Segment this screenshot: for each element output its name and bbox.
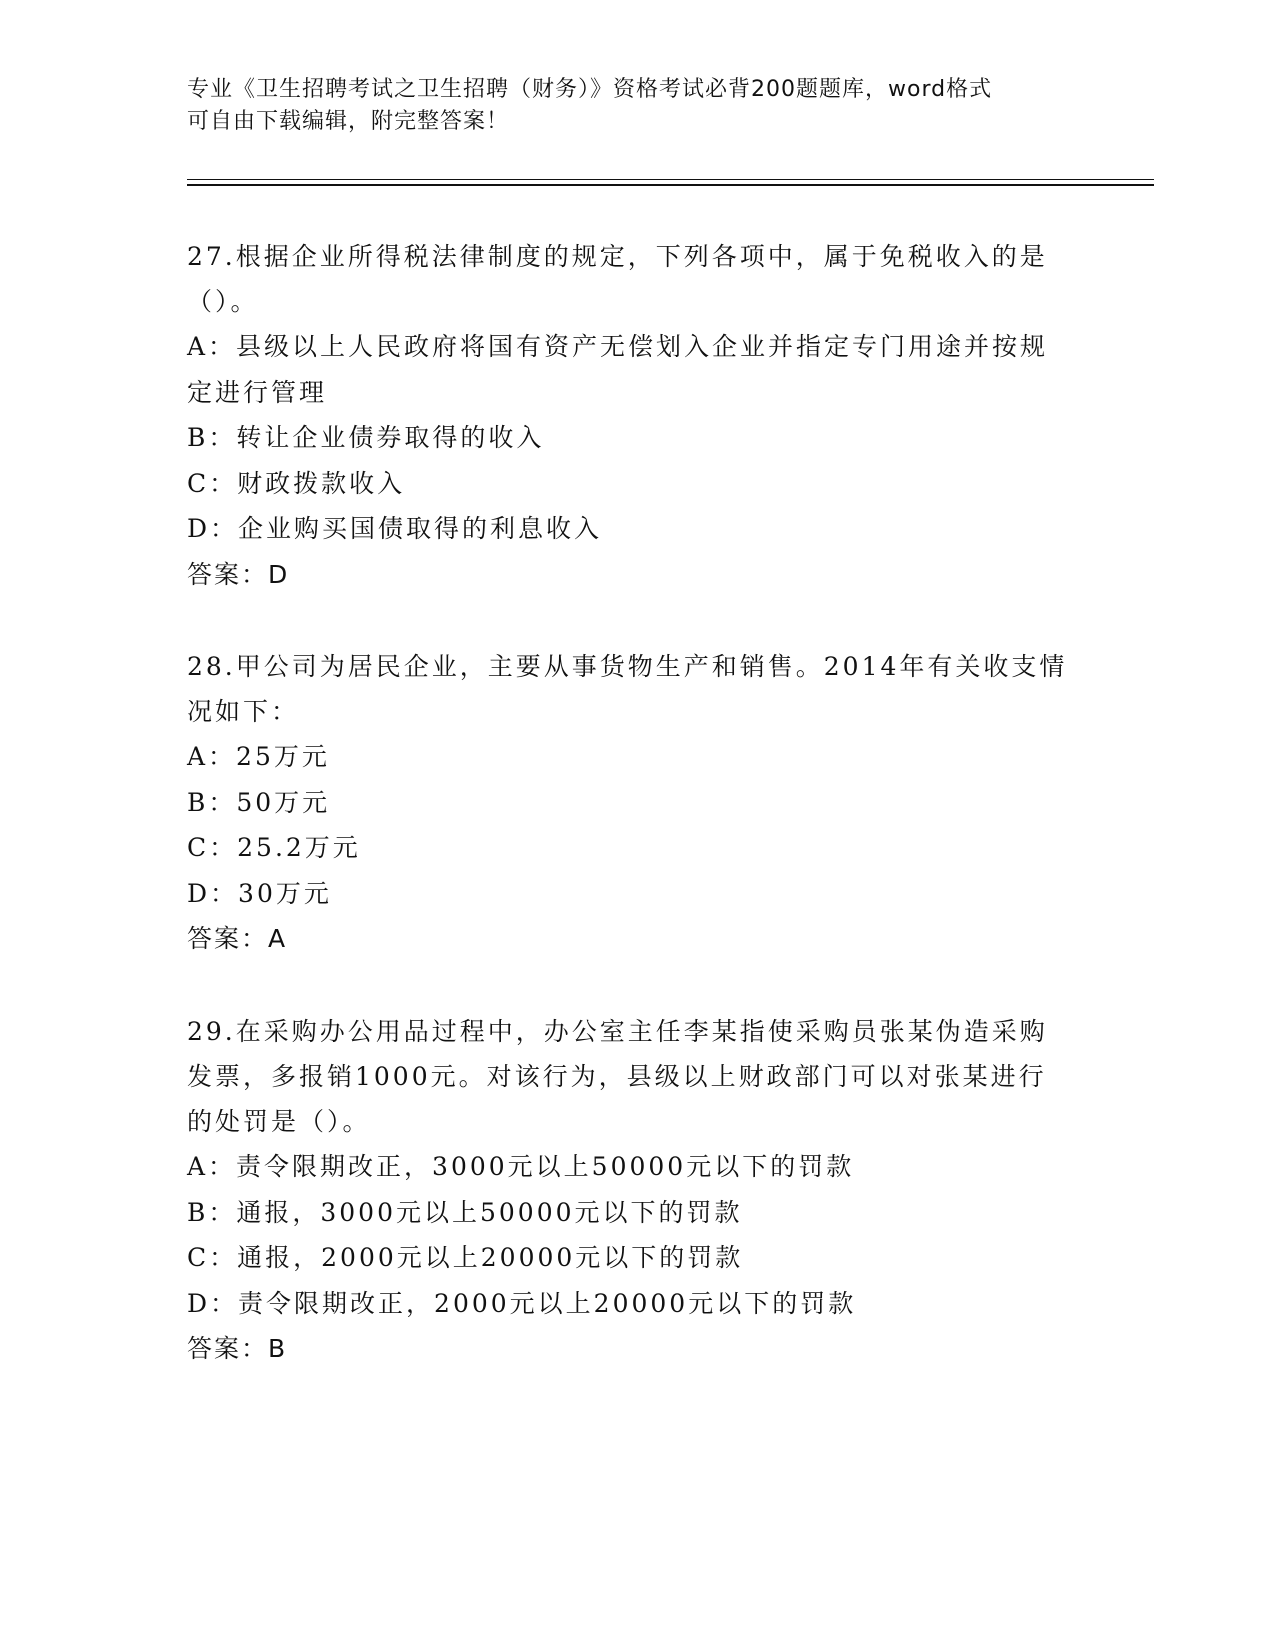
- header-divider-top: [187, 179, 1154, 180]
- answer-label: 答案：D: [187, 559, 290, 589]
- header-line-2: 可自由下载编辑，附完整答案！: [187, 109, 510, 134]
- question-29: [187, 1009, 1087, 1371]
- option-b: B：50万元: [187, 787, 331, 817]
- question-text-line: 28.甲公司为居民企业，主要从事货物生产和销售。2014年有关收支情: [187, 652, 1068, 681]
- option-c: C：25.2万元: [187, 833, 361, 862]
- option-a-continued: 定进行管理: [187, 377, 328, 407]
- option-b: B：转让企业债券取得的收入: [187, 423, 545, 452]
- option-c: C：通报，2000元以上20000元以下的罚款: [187, 1243, 744, 1272]
- answer-label: 答案：B: [187, 1334, 288, 1363]
- document-header: [187, 74, 1067, 138]
- option-b: B：通报，3000元以上50000元以下的罚款: [187, 1197, 743, 1227]
- option-d: D：企业购买国债取得的利息收入: [187, 514, 603, 543]
- option-c: C：财政拨款收入: [187, 468, 406, 498]
- header-divider-bottom: [187, 184, 1154, 186]
- option-a: A：责令限期改正，3000元以上50000元以下的罚款: [187, 1152, 855, 1181]
- header-line-1: 专业《卫生招聘考试之卫生招聘（财务）》资格考试必背200题题库，word格式: [187, 77, 993, 102]
- option-a: A：25万元: [187, 742, 330, 771]
- question-text-line: 29.在采购办公用品过程中，办公室主任李某指使采购员张某伪造采购: [187, 1017, 1048, 1046]
- question-text-line: （）。: [187, 287, 259, 316]
- question-text-line: 发票，多报销1000元。对该行为，县级以上财政部门可以对张某进行: [187, 1062, 1047, 1091]
- option-d: D：30万元: [187, 878, 332, 908]
- question-text-line: 况如下：: [187, 697, 300, 726]
- question-28: [187, 644, 1087, 961]
- answer-label: 答案：A: [187, 924, 288, 953]
- question-text-line: 的处罚是（）。: [187, 1107, 371, 1136]
- question-text-line: 27.根据企业所得税法律制度的规定，下列各项中，属于免税收入的是: [187, 242, 1048, 271]
- option-a: A：县级以上人民政府将国有资产无偿划入企业并指定专门用途并按规: [187, 332, 1049, 361]
- question-27: [187, 234, 1087, 597]
- option-d: D：责令限期改正，2000元以上20000元以下的罚款: [187, 1288, 857, 1318]
